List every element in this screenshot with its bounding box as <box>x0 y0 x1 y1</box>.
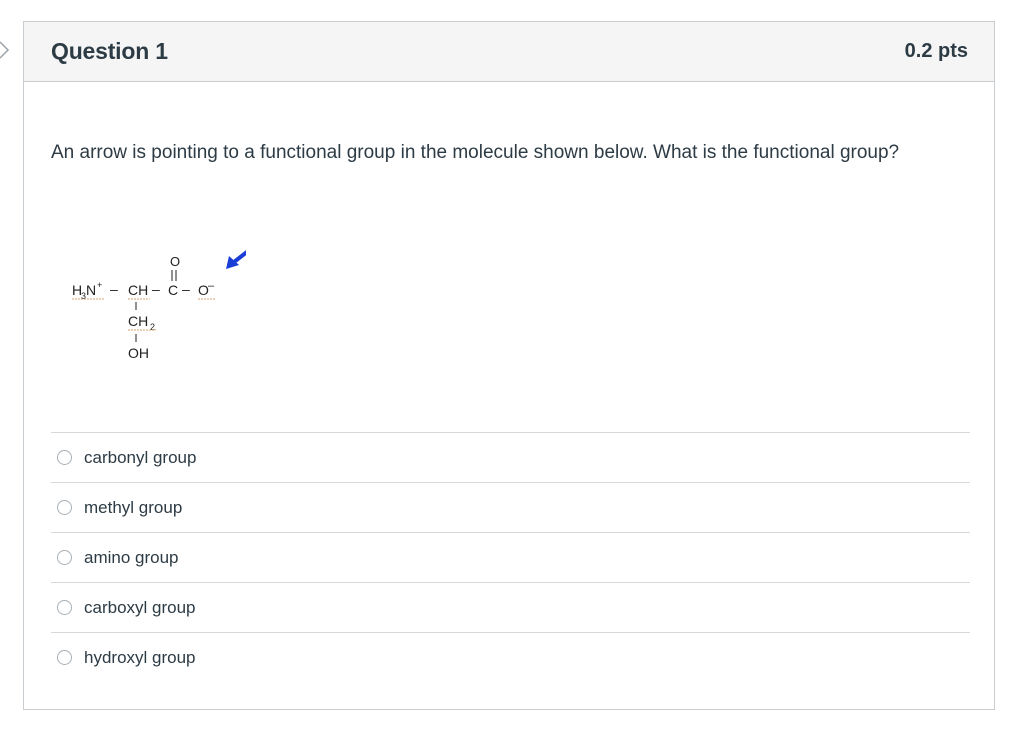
hydroxyl-group: OH <box>128 345 149 361</box>
question-card <box>23 21 995 710</box>
svg-text:CH: CH <box>128 282 149 298</box>
serine-molecule-image <box>66 220 246 365</box>
svg-text:O: O <box>170 254 181 269</box>
svg-text:3: 3 <box>81 291 87 301</box>
chevron-right-icon[interactable] <box>0 38 12 62</box>
svg-text:C: C <box>168 282 179 298</box>
answer-label[interactable]: carboxyl group <box>84 597 196 617</box>
bond-dash-3: – <box>182 281 190 297</box>
answer-label[interactable]: methyl group <box>84 497 183 517</box>
answer-label[interactable]: carbonyl group <box>84 447 197 467</box>
radio-button[interactable] <box>57 650 72 665</box>
bond-dash-2: – <box>152 281 160 297</box>
carbonyl-carbon <box>168 254 180 298</box>
radio-button[interactable] <box>57 600 72 615</box>
question-header <box>24 22 994 82</box>
svg-text:CH: CH <box>128 313 149 329</box>
answer-label[interactable]: hydroxyl group <box>84 647 196 667</box>
bond-dash-1: – <box>110 281 118 297</box>
answer-label[interactable]: amino group <box>84 547 179 567</box>
svg-text:+: + <box>97 280 103 290</box>
svg-text:–: – <box>208 280 215 292</box>
question-text: An arrow is pointing to a functional group in the molecule shown below. What is the functional group? <box>51 142 900 163</box>
radio-button[interactable] <box>57 450 72 465</box>
arrow-pointer-icon <box>226 248 246 269</box>
answer-list <box>51 432 970 682</box>
radio-button[interactable] <box>57 550 72 565</box>
svg-text:O: O <box>198 282 209 298</box>
side-chain-ch2 <box>128 313 156 332</box>
svg-text:2: 2 <box>150 322 156 332</box>
question-title: Question 1 <box>51 38 168 64</box>
answer-option[interactable] <box>51 582 970 632</box>
answer-option[interactable] <box>51 532 970 582</box>
svg-text:H: H <box>72 282 83 298</box>
answer-option[interactable] <box>51 432 970 482</box>
svg-text:N: N <box>86 282 97 298</box>
oxide-group <box>198 280 216 299</box>
answer-option[interactable] <box>51 632 970 682</box>
answer-option[interactable] <box>51 482 970 532</box>
amine-group <box>72 280 104 301</box>
question-points: 0.2 pts <box>904 40 968 62</box>
alpha-carbon <box>128 282 150 299</box>
radio-button[interactable] <box>57 500 72 515</box>
